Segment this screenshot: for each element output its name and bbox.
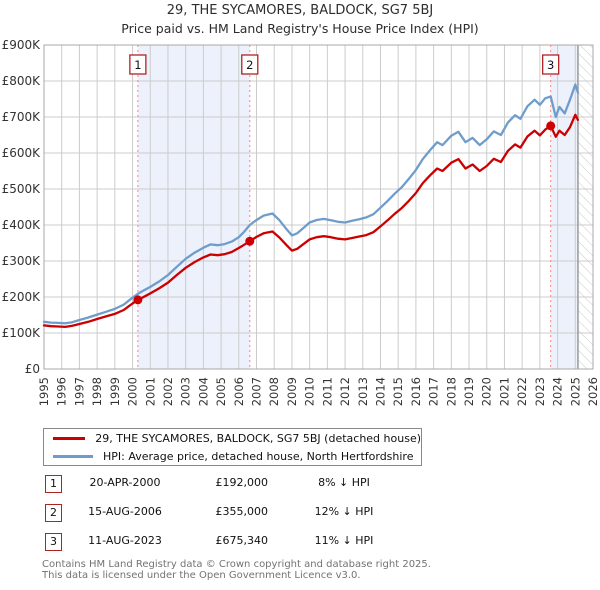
x-axis-label: 2005: [214, 377, 229, 407]
legend-item: [44, 449, 421, 464]
footer-line-1: Contains HM Land Registry data © Crown copyright and database right 2025.: [42, 559, 431, 570]
y-axis-label: £700K: [1, 110, 40, 124]
sale-row: [0, 504, 600, 524]
y-axis-label: £200K: [1, 290, 40, 304]
x-axis-label: 2011: [320, 377, 335, 407]
sale-row: [0, 475, 600, 495]
sale-hpi-difference: 11% ↓ HPI: [314, 534, 374, 547]
x-axis-label: 2016: [408, 377, 423, 407]
price-line-swatch: [53, 437, 85, 440]
x-axis-label: 2018: [444, 377, 459, 407]
sale-price: £355,000: [215, 505, 268, 518]
x-axis-label: 2004: [196, 377, 211, 407]
x-axis-label: 2007: [249, 377, 264, 407]
y-axis-label: £400K: [1, 218, 40, 232]
sale-date: 20-APR-2000: [89, 476, 161, 489]
sale-dot: [245, 237, 254, 246]
x-axis-label: 2013: [355, 377, 370, 407]
x-axis-label: 2020: [479, 377, 494, 407]
sale-number-badge: 2: [45, 504, 62, 522]
license-footer: [42, 560, 598, 581]
y-axis-label: £100K: [1, 326, 40, 340]
x-axis-label: 1997: [72, 377, 87, 407]
legend-label: HPI: Average price, detached house, North Hertfordshire: [103, 449, 414, 463]
sale-date: 11-AUG-2023: [88, 534, 162, 547]
x-axis-label: 2015: [391, 377, 406, 407]
y-axis-label: £900K: [1, 38, 40, 52]
x-axis-label: 2008: [267, 377, 282, 407]
sale-hpi-difference: 8% ↓ HPI: [318, 476, 370, 489]
x-axis-label: 2025: [568, 377, 583, 407]
chart-legend: [43, 428, 422, 466]
x-axis-label: 1996: [54, 377, 69, 407]
x-axis-label: 2006: [231, 377, 246, 407]
x-axis-label: 2026: [586, 377, 600, 407]
x-axis-label: 2021: [497, 377, 512, 407]
y-axis-label: £0: [24, 362, 40, 376]
hpi-line-swatch: [53, 455, 93, 458]
sale-price: £675,340: [215, 534, 268, 547]
sale-number-badge: 3: [45, 533, 62, 551]
x-axis-label: 2022: [515, 377, 530, 407]
page-subtitle: Price paid vs. HM Land Registry's House Price Index (HPI): [121, 21, 479, 36]
page-title: 29, THE SYCAMORES, BALDOCK, SG7 5BJ: [166, 3, 434, 18]
sale-marker-label: 3: [547, 58, 555, 72]
y-axis-label: £600K: [1, 146, 40, 160]
x-axis-label: 2001: [143, 377, 158, 407]
x-axis-label: 2002: [160, 377, 175, 407]
sale-price: £192,000: [215, 476, 268, 489]
y-axis-label: £800K: [1, 74, 40, 88]
sale-dot: [133, 295, 142, 304]
footer-line-2: This data is licensed under the Open Government Licence v3.0.: [42, 569, 361, 581]
ownership-band: [138, 45, 250, 369]
sale-number-badge: 1: [45, 475, 62, 493]
x-axis-label: 1998: [90, 377, 105, 407]
x-axis-label: 1995: [37, 377, 51, 407]
legend-label: 29, THE SYCAMORES, BALDOCK, SG7 5BJ (detached house): [95, 431, 421, 445]
sale-hpi-difference: 12% ↓ HPI: [314, 505, 374, 518]
x-axis-label: 2017: [426, 377, 441, 407]
x-axis-label: 1999: [107, 377, 122, 407]
future-hatch-region: [578, 45, 593, 369]
plot-border: [44, 45, 593, 369]
sale-date: 15-AUG-2006: [88, 505, 162, 518]
y-axis-label: £500K: [1, 182, 40, 196]
sale-dot: [546, 121, 555, 130]
x-axis-label: 2019: [462, 377, 477, 407]
legend-item: [44, 431, 421, 446]
hpi-line: [44, 85, 578, 324]
x-axis-label: 2000: [125, 377, 140, 407]
ownership-band: [551, 45, 578, 369]
x-axis-label: 2012: [338, 377, 353, 407]
y-axis-label: £300K: [1, 254, 40, 268]
x-axis-label: 2014: [373, 377, 388, 407]
x-axis-label: 2010: [302, 377, 317, 407]
x-axis-label: 2009: [284, 377, 299, 407]
sale-marker-label: 2: [246, 58, 254, 72]
x-axis-label: 2023: [532, 377, 547, 407]
x-axis-label: 2003: [178, 377, 193, 407]
sale-row: [0, 533, 600, 553]
sale-marker-label: 1: [134, 58, 142, 72]
x-axis-label: 2024: [550, 377, 565, 407]
